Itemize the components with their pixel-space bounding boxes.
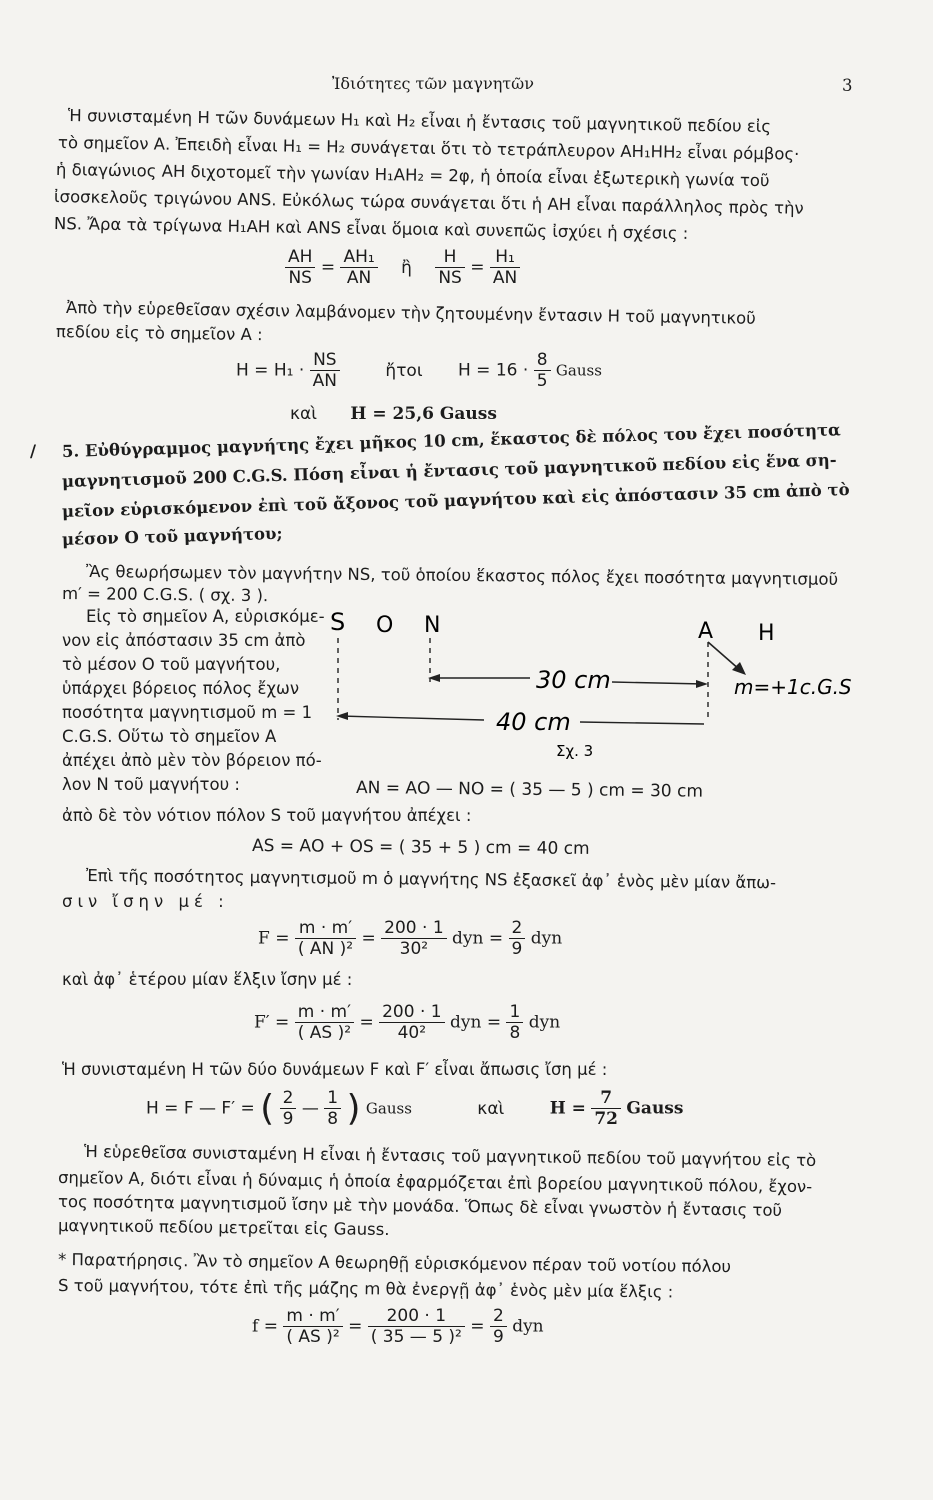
paragraph-line: Ἐπὶ τῆς ποσότητος μαγνητισμοῦ m ὁ μαγνήτης ΝS ἐξασκεῖ ἀφ᾽ ἑνὸς μὲν μίαν ἄπω- — [85, 866, 777, 893]
equation-h: Η = F — F′ = ( $\frac{2}{9}$ — $\frac{1}{8}$ ) Gauss καὶ Η = $\frac{7}{72}$ Gauss — [146, 1088, 684, 1129]
equation-intensity: Η = Η₁ · $\frac{NS}{AN}$ ἤτοι Η = 16 · $\frac{8}{5}$ Gauss — [236, 350, 602, 391]
equation-result: καὶ Η = 25,6 Gauss — [290, 404, 497, 424]
paragraph-line: ἀπέχει ἀπὸ μὲν τὸν βόρειον πό- — [62, 751, 322, 770]
equation-f-prime: F′ = $\frac{m \cdot m'}{\text{( ΑS )²}}$ = $\frac{200 \cdot 1}{\text{40²}}$ dyn = $\frac{1}{8}$ dyn — [254, 1002, 561, 1043]
paragraph-line: τος ποσότητα μαγνητισμοῦ ἴσην μὲ τὴν μονάδα. Ὅπως δὲ εἶναι γνωστὸν ἡ ἔντασις τοῦ — [57, 1192, 783, 1220]
paragraph-line: Ἂς θεωρήσωμεν τὸν μαγνήτην ΝS, τοῦ ὁποίου ἕκαστος πόλος ἔχει ποσότητα μαγνητισμοῦ — [85, 562, 839, 589]
paragraph-line: S τοῦ μαγνήτου, τότε ἐπὶ τῆς μάζης m θὰ ἐνεργῇ ἀφ᾽ ἑνὸς μὲν μία ἕλξις : — [57, 1276, 674, 1302]
line-40-left — [340, 716, 484, 720]
paragraph-line: ἡ διαγώνιος ΑΗ διχοτομεῖ τὴν γωνίαν Η₁ΑΗ₂ = 2φ, ἡ ὁποία εἶναι ἐξωτερικὴ γωνία τοῦ — [55, 160, 770, 191]
label-o: O — [376, 613, 394, 638]
line-40-right — [580, 722, 704, 724]
paragraph-line: ποσότητα μαγνητισμοῦ m = 1 — [62, 703, 313, 722]
paragraph-line: * Παρατήρησις. Ἂν τὸ σημεῖον Α θεωρηθῇ εὑρισκόμενον πέραν τοῦ νοτίου πόλου — [57, 1250, 732, 1277]
problem-line: μέσον Ο τοῦ μαγνήτου; — [61, 523, 283, 549]
label-s: S — [330, 608, 346, 636]
figure-magnet-diagram — [320, 602, 880, 772]
paragraph-line: ΝS. Ἄρα τὰ τρίγωνα Η₁ΑΗ καὶ ΑΝS εἶναι ὅμοια καὶ συνεπῶς ἰσχύει ἡ σχέσις : — [53, 214, 689, 243]
paragraph-line: ἰσοσκελοῦς τριγώνου ΑΝS. Εὐκόλως τώρα συνάγεται ὅτι ἡ ΑΗ εἶναι παράλληλος πρὸς τὴν — [53, 187, 804, 218]
equation-f: F = $\frac{m \cdot m'}{\text{( ΑΝ )²}}$ = $\frac{200 \cdot 1}{\text{30²}}$ dyn = $\frac{2}{9}$ dyn — [258, 918, 563, 959]
problem-mark: / — [30, 442, 37, 461]
paragraph-line: πεδίου εἰς τὸ σημεῖον Α : — [55, 322, 263, 345]
paragraph-line: νον εἰς ἀπόστασιν 35 cm ἀπὸ — [62, 631, 306, 650]
paragraph-line: τὸ μέσον Ο τοῦ μαγνήτου, — [62, 655, 281, 674]
line-30-right — [612, 682, 704, 684]
equation-an: ΑΝ = ΑΟ — ΝΟ = ( 35 — 5 ) cm = 30 cm — [355, 778, 704, 802]
label-h: H — [758, 621, 775, 646]
paragraph-line: καὶ ἀφ᾽ ἑτέρου μίαν ἕλξιν ἴσην μέ : — [62, 970, 353, 989]
paragraph-line: C.G.S. Οὕτω τὸ σημεῖον Α — [62, 727, 277, 746]
label-a: A — [698, 619, 714, 644]
paragraph-line: σημεῖον Α, διότι εἶναι ἡ δύναμις ἡ ὁποία ἐφαρμόζεται ἐπὶ βορείου μαγνητικοῦ πόλου, ἔχον- — [57, 1168, 813, 1197]
paragraph-line: ἀπὸ δὲ τὸν νότιον πόλον S τοῦ μαγνήτου ἀπέχει : — [62, 806, 472, 825]
problem-line: 5. Εὐθύγραμμος μαγνήτης ἔχει μῆκος 10 cm, ἕκαστος δὲ πόλος του ἔχει ποσότητα — [61, 420, 841, 461]
label-30cm: 30 cm — [536, 666, 611, 694]
paragraph-line: m′ = 200 C.G.S. ( σχ. 3 ). — [61, 584, 269, 606]
page-number: 3 — [842, 76, 853, 95]
paragraph-line: Ἡ συνισταμένη Η τῶν δυνάμεων Η₁ καὶ Η₂ εἶναι ἡ ἔντασις τοῦ μαγνητικοῦ πεδίου εἰς — [67, 106, 772, 137]
label-40cm: 40 cm — [496, 708, 571, 736]
paragraph-line: τὸ σημεῖον Α. Ἐπειδὴ εἶναι Η₁ = Η₂ συνάγεται ὅτι τὸ τετράπλευρον ΑΗ₁ΗΗ₂ εἶναι ρόμβος· — [57, 133, 800, 164]
figure-caption: Σχ. 3 — [556, 742, 594, 760]
running-header: Ἰδιότητες τῶν μαγνητῶν — [332, 74, 534, 93]
equation-f-small: f = $\frac{m \cdot m'}{\text{( ΑS )²}}$ = $\frac{200 \cdot 1}{\text{( 35 — 5 )²}}$ = $\frac{2}{9}$ dyn — [252, 1306, 544, 1347]
paragraph-line: Ἡ συνισταμένη Η τῶν δύο δυνάμεων F καὶ F′ εἶναι ἄπωσις ἴση μέ : — [62, 1060, 608, 1079]
paragraph-line: Ἀπὸ τὴν εὑρεθεῖσαν σχέσιν λαμβάνομεν τὴν ζητουμένην ἔντασιν Η τοῦ μαγνητικοῦ — [65, 298, 756, 328]
problem-line: μαγνητισμοῦ 200 C.G.S. Πόση εἶναι ἡ ἔντασις τοῦ μαγνητικοῦ πεδίου εἰς ἕνα ση- — [61, 450, 837, 491]
arrow-30-right-head — [696, 680, 708, 688]
arrow-h — [708, 642, 740, 670]
problem-line: μεῖον εὑρισκόμενον ἐπὶ τοῦ ἄξονος τοῦ μαγνήτου καὶ εἰς ἀπόστασιν 35 cm ἀπὸ τὸ — [61, 480, 850, 521]
paragraph-line: Ἡ εὑρεθεῖσα συνισταμένη Η εἶναι ἡ ἔντασις τοῦ μαγνητικοῦ πεδίου τοῦ μαγνήτου εἰς τὸ — [83, 1142, 817, 1170]
equation-as: ΑS = ΑΟ + ΟS = ( 35 + 5 ) cm = 40 cm — [251, 836, 590, 859]
paragraph-line: σιν ἴσην μέ : — [62, 892, 229, 911]
label-n: N — [424, 613, 441, 638]
paragraph-line: ὑπάρχει βόρειος πόλος ἔχων — [62, 679, 300, 698]
label-m: m=+1c.G.S — [734, 675, 852, 699]
paragraph-line: Εἰς τὸ σημεῖον Α, εὑρισκόμε- — [86, 607, 325, 626]
paragraph-line: μαγνητικοῦ πεδίου μετρεῖται εἰς Gauss. — [57, 1216, 390, 1240]
equation-similarity: $\frac{AH}{NS}$ = $\frac{\text{ΑΗ₁}}{AN}$ ἢ $\frac{H}{NS}$ = $\frac{\text{Η₁}}{AN}$ — [285, 247, 520, 288]
paragraph-line: λον Ν τοῦ μαγνήτου : — [62, 775, 240, 794]
